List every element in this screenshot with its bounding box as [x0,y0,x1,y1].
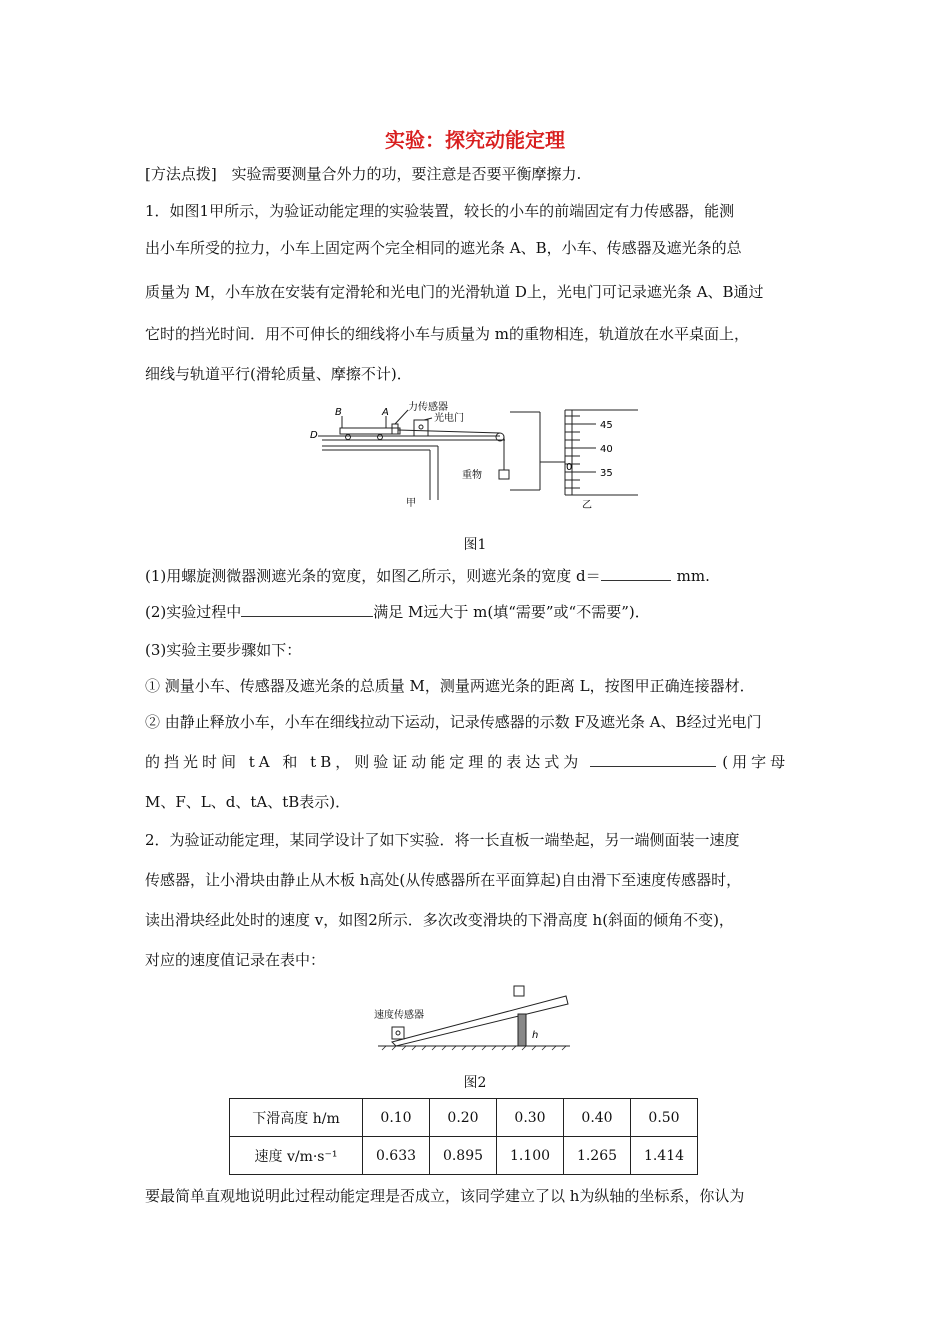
micrometer-zero: 0 [566,462,573,473]
figure-1-caption: 图1 [463,537,487,553]
table-row [230,1099,698,1137]
data-table [229,1098,698,1175]
table-cell: 0.10 [363,1099,430,1137]
label-d: D [310,430,318,441]
table-cell: 0.40 [564,1099,631,1137]
q1-line-1: 1．如图1甲所示，为验证动能定理的实验装置，较长的小车的前端固定有力传感器，能测 [145,202,735,220]
q1-line-2: 出小车所受的拉力，小车上固定两个完全相同的遮光条 A、B，小车、传感器及遮光条的总 [145,239,742,257]
label-speed-sensor: 速度传感器 [374,1010,424,1021]
label-h: h [532,1030,539,1041]
micrometer-diagram [510,410,638,495]
label-yi: 乙 [582,500,592,511]
table-cell: 0.50 [631,1099,698,1137]
figure-2-incline [370,980,580,1060]
q2-last-line: 要最简单直观地说明此过程动能定理是否成立，该同学建立了以 h为纵轴的坐标系，你认为 [145,1187,745,1205]
answer-blank-d [601,566,671,581]
q1-sub1 [145,566,710,586]
sub2-text: (2)实验过程中 [145,603,242,621]
answer-blank-expression [590,752,716,767]
sub1-text: (1)用螺旋测微器测遮光条的宽度，如图乙所示，则遮光条的宽度 d＝ [145,567,601,585]
sub2-tail: 满足 M远大于 m(填“需要”或“不需要”)． [373,603,650,621]
label-photogate: 光电门 [434,413,464,424]
sub1-unit: mm. [676,567,710,585]
micrometer-tick-40: 40 [600,444,613,455]
micrometer-tick-35: 35 [600,468,613,479]
label-b: B [335,407,342,418]
answer-blank-need [241,602,373,617]
q1-step2-line2 [145,752,789,772]
q2-line-4: 对应的速度值记录在表中： [145,951,326,969]
table-cell: 0.30 [497,1099,564,1137]
q1-step1: ① 测量小车、传感器及遮光条的总质量 M，测量两遮光条的距离 L，按图甲正确连接器材． [145,677,755,695]
step2-text: 的挡光时间 tA 和 tB，则验证动能定理的表达式为 [145,753,583,771]
table-cell: 1.265 [564,1137,631,1175]
track-diagram [318,410,509,500]
row-header-speed: 速度 v/m·s⁻¹ [230,1137,363,1175]
q1-step2-line1: ② 由静止释放小车，小车在细线拉动下运动，记录传感器的示数 F及遮光条 A、B经过光电门 [145,713,762,731]
q1-sub3: (3)实验主要步骤如下： [145,641,302,659]
tip-label: [方法点拨] [145,165,217,183]
page-title: 实验：探究动能定理 [385,128,565,152]
figure-2-caption: 图2 [463,1075,487,1091]
table-cell: 1.100 [497,1137,564,1175]
table-cell: 0.20 [430,1099,497,1137]
row-header-height: 下滑高度 h/m [230,1099,363,1137]
micrometer-tick-45: 45 [600,420,613,431]
q1-line-3: 质量为 M，小车放在安装有定滑轮和光电门的光滑轨道 D上，光电门可记录遮光条 A、B通过 [145,283,764,301]
table-cell: 0.633 [363,1137,430,1175]
label-jia: 甲 [406,498,416,509]
q1-line-5: 细线与轨道平行(滑轮质量、摩擦不计)． [145,365,412,383]
tip-text: 实验需要测量合外力的功，要注意是否要平衡摩擦力. [231,165,582,183]
method-tip [145,164,581,184]
q1-line-4: 它时的挡光时间．用不可伸长的细线将小车与质量为 m的重物相连，轨道放在水平桌面上， [145,325,749,343]
label-force-sensor: 力传感器 [408,402,448,413]
step2-tail: (用字母 [722,753,790,771]
q2-line-2: 传感器，让小滑块由静止从木板 h高处(从传感器所在平面算起)自由滑下至速度传感器时， [145,871,742,889]
label-a: A [382,407,389,418]
table-cell: 1.414 [631,1137,698,1175]
table-cell: 0.895 [430,1137,497,1175]
label-weight: 重物 [462,470,482,481]
q1-step2-line3: M、F、L、d、tA、tB表示)． [145,793,351,811]
q2-line-1: 2．为验证动能定理，某同学设计了如下实验．将一长直板一端垫起，另一端侧面装一速度 [145,831,740,849]
q1-sub2 [145,602,650,622]
table-row [230,1137,698,1175]
q2-line-3: 读出滑块经此处时的速度 v，如图2所示．多次改变滑块的下滑高度 h(斜面的倾角不变)， [145,911,734,929]
figure-1-apparatus [300,400,650,515]
